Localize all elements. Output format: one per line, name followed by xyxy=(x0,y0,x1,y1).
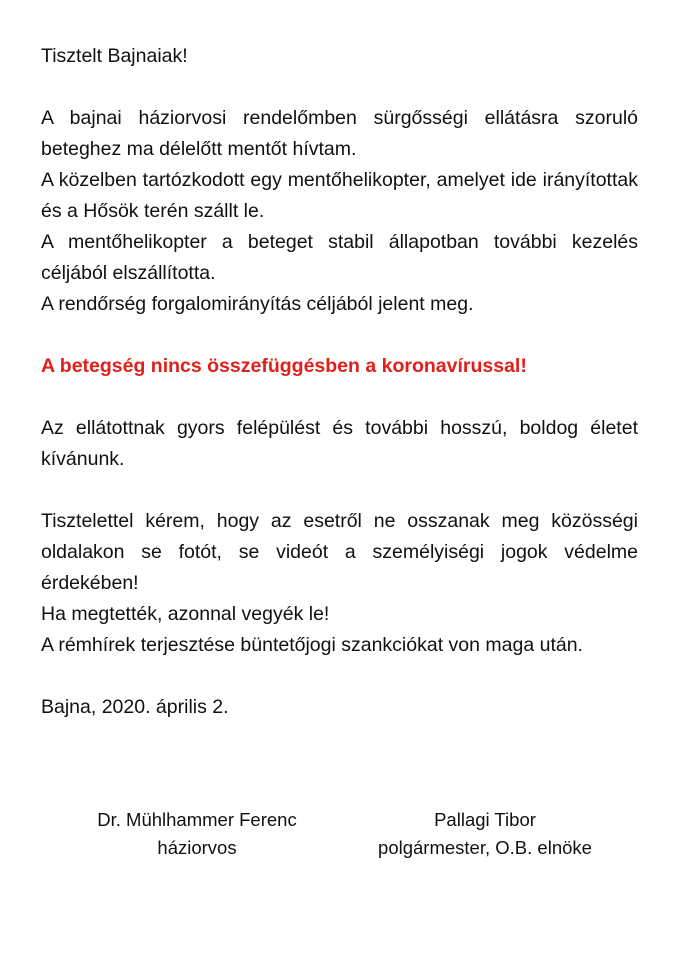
paragraph-line: A bajnai háziorvosi rendelőmben sürgősségi ellátásra szoruló beteghez ma délelőtt mentőt hívtam. xyxy=(41,107,638,160)
wishes-paragraph: Az ellátottnak gyors felépülést és további hosszú, boldog életet kívánunk. xyxy=(41,417,638,470)
signature-block-doctor xyxy=(72,806,322,862)
spacer xyxy=(41,475,638,506)
spacer xyxy=(41,320,638,351)
alert-notice: A betegség nincs összefüggésben a koronavírussal! xyxy=(41,355,527,377)
spacer xyxy=(41,661,638,692)
spacer xyxy=(41,382,638,413)
paragraph-line: A rendőrség forgalomirányítás céljából jelent meg. xyxy=(41,293,474,315)
greeting: Tisztelt Bajnaiak! xyxy=(41,45,188,67)
request-line: Ha megtették, azonnal vegyék le! xyxy=(41,603,330,625)
letter-body xyxy=(41,41,638,723)
signature-name: Dr. Mühlhammer Ferenc xyxy=(97,809,297,830)
request-line: Tisztelettel kérem, hogy az esetről ne osszanak meg közösségi oldalakon se fotót, se videót a személyiségi jogok védelme érdekében! xyxy=(41,510,638,594)
paragraph-line: A közelben tartózkodott egy mentőhelikopter, amelyet ide irányítottak és a Hősök terén szállt le. xyxy=(41,169,638,222)
request-line: A rémhírek terjesztése büntetőjogi szankciókat von maga után. xyxy=(41,634,583,656)
paragraph-line: A mentőhelikopter a beteget stabil állapotban további kezelés céljából elszállította. xyxy=(41,231,638,284)
signature-block-mayor xyxy=(350,806,620,862)
place-date: Bajna, 2020. április 2. xyxy=(41,696,229,718)
signature-title: háziorvos xyxy=(157,837,237,858)
signature-name: Pallagi Tibor xyxy=(434,809,536,830)
signature-title: polgármester, O.B. elnöke xyxy=(378,837,592,858)
spacer xyxy=(41,72,638,103)
